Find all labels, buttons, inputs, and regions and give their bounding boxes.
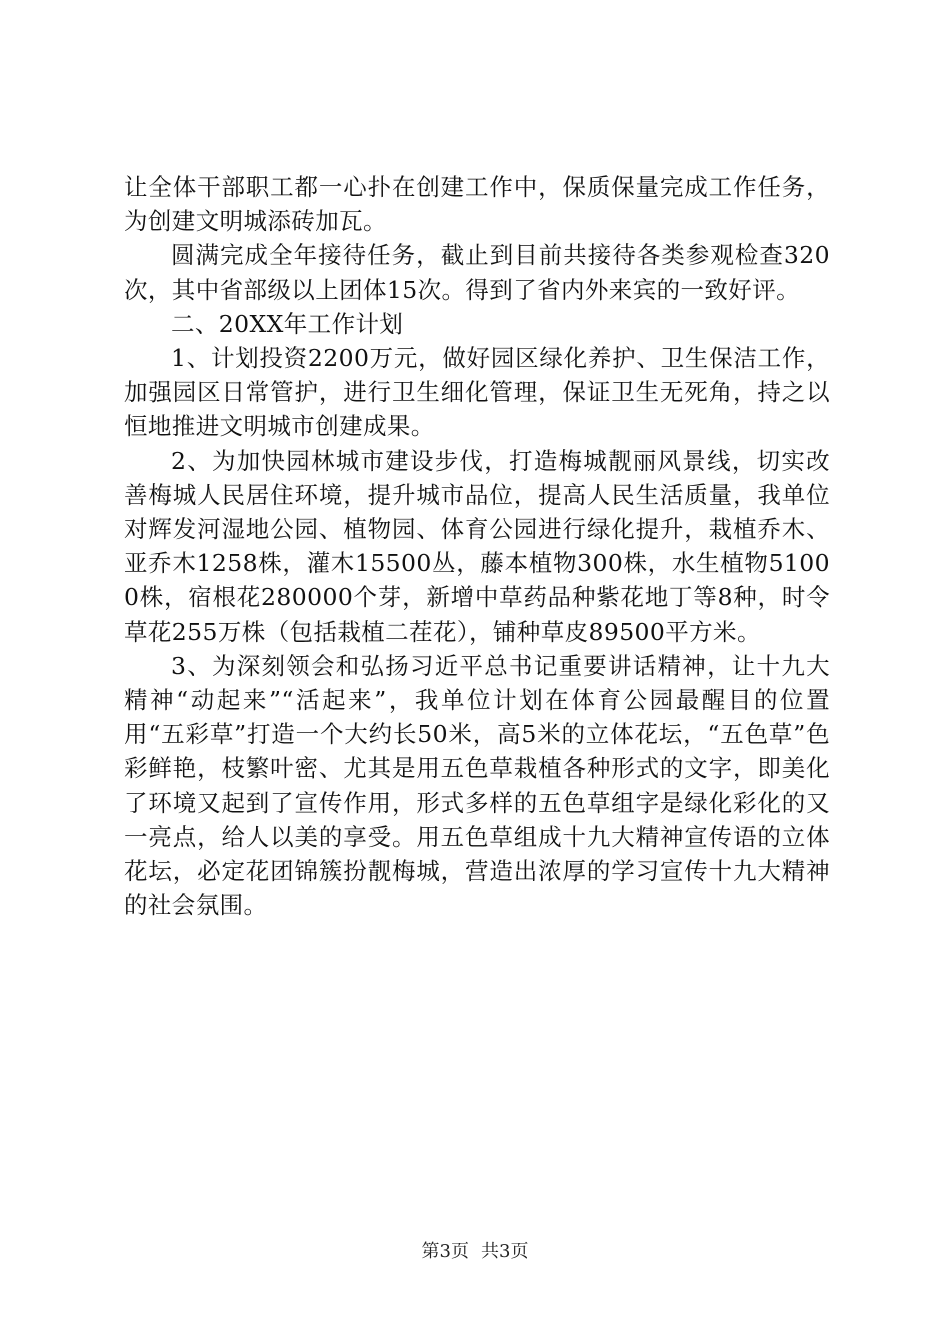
page-total: 共3页 [481,1241,529,1262]
paragraph-1: 让全体干部职工都一心扑在创建工作中，保质保量完成工作任务，为创建文明城添砖加瓦。 [124,173,830,236]
section-heading: 二、20XX年工作计划 [171,309,404,338]
paragraph-plan-3: 3、为深刻领会和弘扬习近平总书记重要讲话精神，让十九大精神“动起来”“活起来”，我单位计划在体育公园最醒目的位置用“五彩草”打造一个大约长50米，高5米的立体花坛，“五色草”色彩鲜艳，枝繁叶密、尤其是用五色草栽植各种形式的文字，即美化了环境又起到了宣传作用，形式多样的五色草组字是绿化彩化的又一亮点，给人以美的享受。用五色草组成十九大精神宣传语的立体花坛，必定花团锦簇扮靓梅城，营造出浓厚的学习宣传十九大精神的社会氛围。 [124,651,830,920]
page-number: 第3页 [421,1241,469,1262]
document-body [124,170,830,922]
paragraph-plan-2: 2、为加快园林城市建设步伐，打造梅城靓丽风景线，切实改善梅城人民居住环境，提升城市品位，提高人民生活质量，我单位对辉发河湿地公园、植物园、体育公园进行绿化提升，栽植乔木、亚乔木1258株，灌木15500丛，藤本植物300株，水生植物51000株，宿根花280000个芽，新增中草药品种紫花地丁等8种，时令草花255万株（包括栽植二茬花），铺种草皮89500平方米。 [124,446,830,646]
paragraph-plan-1: 1、计划投资2200万元，做好园区绿化养护、卫生保洁工作，加强园区日常管护，进行卫生细化管理，保证卫生无死角，持之以恒地推进文明城市创建成果。 [124,344,830,441]
paragraph-2: 圆满完成全年接待任务，截止到目前共接待各类参观检查320次，其中省部级以上团体15次。得到了省内外来宾的一致好评。 [124,241,830,304]
page-footer [0,1240,950,1264]
